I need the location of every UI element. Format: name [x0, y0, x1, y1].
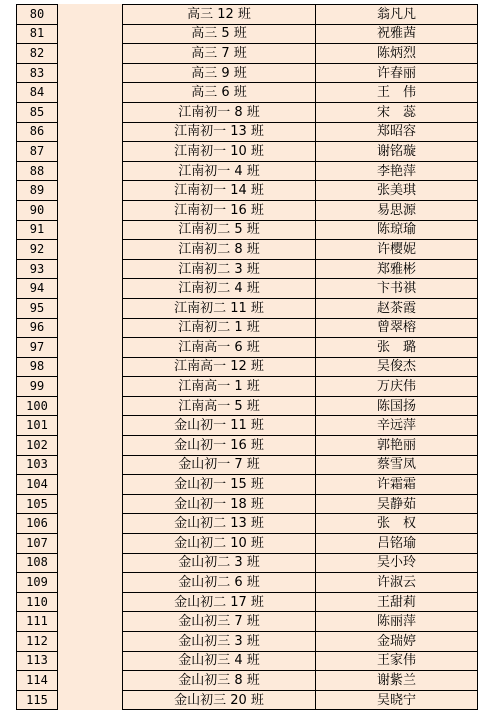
empty-cell[interactable]	[58, 279, 123, 299]
class-cell[interactable]: 金山初一 18 班	[123, 494, 316, 514]
name-cell[interactable]: 金瑞婷	[316, 632, 478, 652]
class-cell[interactable]: 江南高一 6 班	[123, 338, 316, 358]
name-cell[interactable]: 许春丽	[316, 63, 478, 83]
row-number-cell[interactable]: 109	[17, 573, 58, 593]
table-row	[17, 259, 478, 279]
name-cell[interactable]: 陈琼瑜	[316, 220, 478, 240]
row-number-cell[interactable]: 102	[17, 436, 58, 456]
row-number-cell[interactable]: 93	[17, 259, 58, 279]
table-row	[17, 416, 478, 436]
table-row	[17, 318, 478, 338]
row-number-cell[interactable]: 84	[17, 83, 58, 103]
class-cell[interactable]: 高三 6 班	[123, 83, 316, 103]
empty-cell[interactable]	[58, 592, 123, 612]
class-cell[interactable]: 金山初一 15 班	[123, 475, 316, 495]
row-number-cell[interactable]: 90	[17, 200, 58, 220]
class-cell[interactable]: 江南初二 11 班	[123, 298, 316, 318]
table-row	[17, 475, 478, 495]
class-cell[interactable]: 金山初二 10 班	[123, 534, 316, 554]
class-cell[interactable]: 高三 9 班	[123, 63, 316, 83]
row-number-cell[interactable]: 92	[17, 240, 58, 260]
class-cell[interactable]: 江南高一 12 班	[123, 357, 316, 377]
name-cell[interactable]: 吴晓宁	[316, 690, 478, 710]
empty-cell[interactable]	[58, 181, 123, 201]
empty-cell[interactable]	[58, 671, 123, 691]
name-cell[interactable]: 吴俊杰	[316, 357, 478, 377]
name-cell[interactable]: 王 伟	[316, 83, 478, 103]
row-number-cell[interactable]: 104	[17, 475, 58, 495]
row-number-cell[interactable]: 91	[17, 220, 58, 240]
row-number-cell[interactable]: 108	[17, 553, 58, 573]
empty-cell[interactable]	[58, 24, 123, 44]
class-cell[interactable]: 江南初二 5 班	[123, 220, 316, 240]
name-cell[interactable]: 许淑云	[316, 573, 478, 593]
row-number-cell[interactable]: 106	[17, 514, 58, 534]
name-cell[interactable]: 张美琪	[316, 181, 478, 201]
table-row	[17, 651, 478, 671]
name-cell[interactable]: 王家伟	[316, 651, 478, 671]
name-cell[interactable]: 吕铭瑜	[316, 534, 478, 554]
name-cell[interactable]: 郑昭容	[316, 122, 478, 142]
empty-cell[interactable]	[58, 494, 123, 514]
row-number-cell[interactable]: 95	[17, 298, 58, 318]
class-cell[interactable]: 金山初一 11 班	[123, 416, 316, 436]
row-number-cell[interactable]: 94	[17, 279, 58, 299]
name-cell[interactable]: 陈炳烈	[316, 44, 478, 64]
table-row	[17, 200, 478, 220]
row-number-cell[interactable]: 114	[17, 671, 58, 691]
name-cell[interactable]: 易思源	[316, 200, 478, 220]
table-row	[17, 5, 478, 25]
table-row	[17, 161, 478, 181]
class-cell[interactable]: 江南初二 8 班	[123, 240, 316, 260]
class-cell[interactable]: 江南初一 4 班	[123, 161, 316, 181]
table-row	[17, 220, 478, 240]
empty-cell[interactable]	[58, 632, 123, 652]
row-number-cell[interactable]: 113	[17, 651, 58, 671]
empty-cell[interactable]	[58, 240, 123, 260]
table-row	[17, 592, 478, 612]
table-row	[17, 396, 478, 416]
class-cell[interactable]: 金山初二 17 班	[123, 592, 316, 612]
row-number-cell[interactable]: 82	[17, 44, 58, 64]
empty-cell[interactable]	[58, 514, 123, 534]
row-number-cell[interactable]: 111	[17, 612, 58, 632]
empty-cell[interactable]	[58, 475, 123, 495]
empty-cell[interactable]	[58, 298, 123, 318]
class-cell[interactable]: 高三 7 班	[123, 44, 316, 64]
table-row	[17, 632, 478, 652]
empty-cell[interactable]	[58, 122, 123, 142]
table-row	[17, 298, 478, 318]
table-row	[17, 102, 478, 122]
table-row	[17, 612, 478, 632]
name-cell[interactable]: 祝雅茜	[316, 24, 478, 44]
row-number-cell[interactable]: 98	[17, 357, 58, 377]
name-cell[interactable]: 许霜霜	[316, 475, 478, 495]
row-number-cell[interactable]: 87	[17, 142, 58, 162]
class-cell[interactable]: 江南高一 5 班	[123, 396, 316, 416]
class-cell[interactable]: 金山初二 13 班	[123, 514, 316, 534]
class-cell[interactable]: 金山初二 3 班	[123, 553, 316, 573]
name-cell[interactable]: 张 璐	[316, 338, 478, 358]
empty-cell[interactable]	[58, 534, 123, 554]
row-number-cell[interactable]: 107	[17, 534, 58, 554]
name-cell[interactable]: 卞书祺	[316, 279, 478, 299]
table-row	[17, 279, 478, 299]
name-cell[interactable]: 曾翠榕	[316, 318, 478, 338]
table-row	[17, 83, 478, 103]
table-row	[17, 553, 478, 573]
class-cell[interactable]: 江南初二 4 班	[123, 279, 316, 299]
empty-cell[interactable]	[58, 651, 123, 671]
row-number-cell[interactable]: 83	[17, 63, 58, 83]
row-number-cell[interactable]: 88	[17, 161, 58, 181]
name-cell[interactable]: 辛远萍	[316, 416, 478, 436]
name-cell[interactable]: 蔡雪凤	[316, 455, 478, 475]
row-number-cell[interactable]: 86	[17, 122, 58, 142]
row-number-cell[interactable]: 97	[17, 338, 58, 358]
table-row	[17, 122, 478, 142]
empty-cell[interactable]	[58, 5, 123, 25]
class-cell[interactable]: 金山初三 8 班	[123, 671, 316, 691]
empty-cell[interactable]	[58, 259, 123, 279]
table-row	[17, 142, 478, 162]
empty-cell[interactable]	[58, 63, 123, 83]
name-cell[interactable]: 谢紫兰	[316, 671, 478, 691]
row-number-cell[interactable]: 96	[17, 318, 58, 338]
class-cell[interactable]: 高三 12 班	[123, 5, 316, 25]
row-number-cell[interactable]: 99	[17, 377, 58, 397]
empty-cell[interactable]	[58, 318, 123, 338]
empty-cell[interactable]	[58, 357, 123, 377]
table-row	[17, 690, 478, 710]
name-cell[interactable]: 谢铭璇	[316, 142, 478, 162]
empty-cell[interactable]	[58, 220, 123, 240]
table-row	[17, 436, 478, 456]
row-number-cell[interactable]: 110	[17, 592, 58, 612]
table-row	[17, 494, 478, 514]
empty-cell[interactable]	[58, 416, 123, 436]
empty-cell[interactable]	[58, 44, 123, 64]
name-cell[interactable]: 翁凡凡	[316, 5, 478, 25]
class-cell[interactable]: 江南初一 8 班	[123, 102, 316, 122]
table-row	[17, 240, 478, 260]
class-cell[interactable]: 金山初三 7 班	[123, 612, 316, 632]
roster-table	[16, 4, 478, 710]
name-cell[interactable]: 宋 蕊	[316, 102, 478, 122]
class-cell[interactable]: 江南初一 16 班	[123, 200, 316, 220]
name-cell[interactable]: 王甜莉	[316, 592, 478, 612]
table-row	[17, 44, 478, 64]
empty-cell[interactable]	[58, 396, 123, 416]
table-row	[17, 455, 478, 475]
table-row	[17, 514, 478, 534]
class-cell[interactable]: 金山初一 7 班	[123, 455, 316, 475]
empty-cell[interactable]	[58, 573, 123, 593]
class-cell[interactable]: 金山初三 4 班	[123, 651, 316, 671]
table-row	[17, 671, 478, 691]
name-cell[interactable]: 赵茶霞	[316, 298, 478, 318]
empty-cell[interactable]	[58, 338, 123, 358]
name-cell[interactable]: 李艳萍	[316, 161, 478, 181]
table-row	[17, 63, 478, 83]
name-cell[interactable]: 吴静茹	[316, 494, 478, 514]
empty-cell[interactable]	[58, 690, 123, 710]
row-number-cell[interactable]: 105	[17, 494, 58, 514]
table-row	[17, 573, 478, 593]
table-row	[17, 181, 478, 201]
table-row	[17, 377, 478, 397]
class-cell[interactable]: 高三 5 班	[123, 24, 316, 44]
empty-cell[interactable]	[58, 455, 123, 475]
class-cell[interactable]: 金山初三 3 班	[123, 632, 316, 652]
table-row	[17, 24, 478, 44]
empty-cell[interactable]	[58, 553, 123, 573]
empty-cell[interactable]	[58, 83, 123, 103]
class-cell[interactable]: 金山初一 16 班	[123, 436, 316, 456]
empty-cell[interactable]	[58, 436, 123, 456]
row-number-cell[interactable]: 101	[17, 416, 58, 436]
empty-cell[interactable]	[58, 102, 123, 122]
empty-cell[interactable]	[58, 377, 123, 397]
empty-cell[interactable]	[58, 161, 123, 181]
name-cell[interactable]: 陈国扬	[316, 396, 478, 416]
row-number-cell[interactable]: 80	[17, 5, 58, 25]
class-cell[interactable]: 金山初二 6 班	[123, 573, 316, 593]
table-row	[17, 338, 478, 358]
empty-cell[interactable]	[58, 200, 123, 220]
row-number-cell[interactable]: 112	[17, 632, 58, 652]
empty-cell[interactable]	[58, 612, 123, 632]
row-number-cell[interactable]: 100	[17, 396, 58, 416]
row-number-cell[interactable]: 115	[17, 690, 58, 710]
table-row	[17, 534, 478, 554]
name-cell[interactable]: 张 权	[316, 514, 478, 534]
name-cell[interactable]: 郑雅彬	[316, 259, 478, 279]
class-cell[interactable]: 江南初一 10 班	[123, 142, 316, 162]
row-number-cell[interactable]: 89	[17, 181, 58, 201]
class-cell[interactable]: 金山初三 20 班	[123, 690, 316, 710]
name-cell[interactable]: 许樱妮	[316, 240, 478, 260]
roster-table-body	[17, 5, 478, 710]
table-row	[17, 357, 478, 377]
name-cell[interactable]: 陈丽萍	[316, 612, 478, 632]
name-cell[interactable]: 吴小玲	[316, 553, 478, 573]
class-cell[interactable]: 江南高一 1 班	[123, 377, 316, 397]
name-cell[interactable]: 郭艳丽	[316, 436, 478, 456]
class-cell[interactable]: 江南初二 1 班	[123, 318, 316, 338]
class-cell[interactable]: 江南初一 14 班	[123, 181, 316, 201]
row-number-cell[interactable]: 103	[17, 455, 58, 475]
name-cell[interactable]: 万庆伟	[316, 377, 478, 397]
empty-cell[interactable]	[58, 142, 123, 162]
row-number-cell[interactable]: 81	[17, 24, 58, 44]
class-cell[interactable]: 江南初一 13 班	[123, 122, 316, 142]
class-cell[interactable]: 江南初二 3 班	[123, 259, 316, 279]
row-number-cell[interactable]: 85	[17, 102, 58, 122]
